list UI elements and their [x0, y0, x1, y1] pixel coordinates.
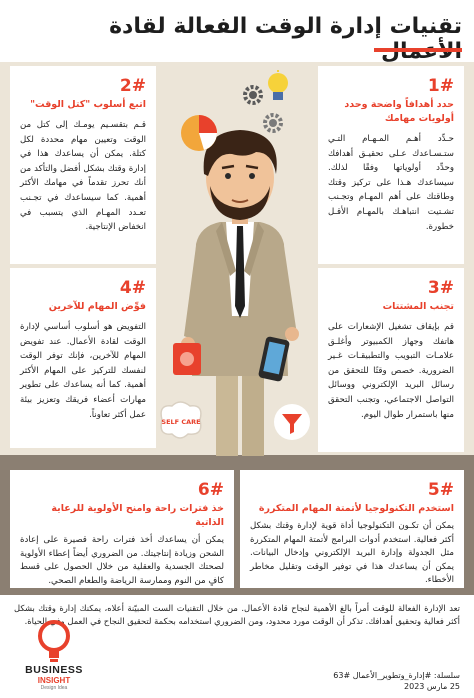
tip-body: يمكن أن تكـون التكنولوجيا أداة قوية لإدارة وقتك بشكل أكثر فعالية. استخدم أدوات البرامج لأتمتة المهام المتكررة مثل الجدولة وإدارة البريد الإلكتروني وإدخال البيانات. يمكن أن يساعدك هذا في توفير الوقت وتقليل مخاطر الأخطاء.: [250, 521, 454, 585]
gear-icon: [242, 84, 264, 106]
flower-box-icon: [172, 342, 202, 376]
title-underline: [374, 48, 462, 52]
tip-body: قم بإيقاف تشغيل الإشعارات على هاتفك وجهاز الكمبيوتر وأغلـق علامـات التبويب والتطبيقـات غـير الضرورية. خصص وقتًا للتحقق من رسائل البريد الإلكتروني ووسائل التواصل الاجتماعي، وتجنب التحقق منها باستمرار طوال اليوم.: [328, 322, 454, 420]
tip-number: 1#: [427, 76, 454, 96]
tip-number: 6#: [197, 480, 224, 500]
tip-card-2: [10, 66, 156, 264]
tip-heading: خذ فترات راحة وامنح الأولوية للرعاية الذاتية: [51, 503, 224, 528]
self-care-label: SELF CARE: [161, 418, 201, 426]
gear-icon-small: [262, 112, 284, 134]
tip-heading: تجنب المشتتات: [382, 301, 454, 312]
tip-number: 5#: [427, 480, 454, 500]
pie-chart-icon: [178, 112, 220, 154]
tip-heading: حدد أهدافاً واضحة وحدد أولويات مهامك: [344, 99, 454, 124]
tip-number: 4#: [119, 278, 146, 298]
tip-heading: اتبع أسلوب "كتل الوقت": [30, 99, 146, 110]
series-label: [260, 670, 460, 692]
tip-card-1: [318, 66, 464, 264]
brand-logo: [14, 620, 94, 694]
logo-tagline-text: Design Idea: [40, 685, 68, 691]
self-care-icon: [158, 400, 204, 440]
tip-card-6: [10, 470, 234, 588]
publish-date: 25 مارس 2023: [404, 682, 460, 691]
footer-summary: تعد الإدارة الفعالة للوقت أمراً بالغ الأهمية لنجاح قادة الأعمال. من خلال التقنيات الست المبيّنة أعلاه، يمكنك إدارة وقتك بشكل أكثر فعالية وتحقيق أهدافك. تذكر أن الوقت مورد محدود، ومن الضروري استخدامه بحكمة لتحقيق النجاح في العمل وفي الحياة.: [14, 603, 460, 626]
tip-card-3: [318, 268, 464, 452]
tip-body: يمكن أن يساعدك أخذ فترات راحة قصيرة على إعادة الشحن وزيادة إنتاجيتك. من الضروري أيضاً إعطاء الأولوية لصحتك الجسدية والعقلية من خلال الحصول على قسط كافٍ من النوم وممارسة الرياضة والطعام الصحي.: [20, 535, 224, 586]
automation-icon: [272, 402, 312, 442]
tip-body: التفويض هو أسلوب أساسي لإدارة الوقت لقادة الأعمال. عند تفويض المهام للآخرين، فإنك توفر الوقت لنفسك للتركيز على المهام الأكثر أهمية. كما أنه يساعدك على تطوير مهارات أعضاء فريقك وتعزيز بيئة عمل أكثر تعاوناً.: [20, 322, 146, 420]
tip-card-4: [10, 268, 156, 448]
page-title: تقنيات إدارة الوقت الفعالة لقادة: [109, 14, 462, 39]
title-bar: [0, 0, 474, 62]
tip-heading: فوِّض المهام للآخرين: [48, 301, 146, 312]
lightbulb-icon: [264, 70, 292, 106]
series-text: سلسلة: #إدارة_وتطوير_الأعمال #63: [333, 671, 460, 680]
tip-number: 3#: [427, 278, 454, 298]
tip-body: قـم بتقسـيم يومـك إلى كتل من الوقت وتعيين مهام محددة لكل كتلة. يمكن أن يساعدك هذا في إدارة وقتك بشكل أفضل والتأكد من أنك تحرز تقدماً في مهامك الأكثر أهمية. كما سيساعدك في تجـنب تعـدد المهـام الذي يتسبب في انخفاض الإنتاجية.: [20, 120, 146, 233]
tip-card-5: [240, 470, 464, 588]
logo-business-text: BUSINESS: [25, 664, 83, 676]
tip-heading: استخدم التكنولوجيا لأتمتة المهام المتكررة: [258, 503, 454, 514]
tip-body: حـدِّد أهـم المـهـام التـي ستـسـاعدك عـلى تحقيـق أهدافك وحدِّد أولوياتها وفقًا لذلك. سيساعدك هـذا على تركيز وقتك وطاقتك على أهم المهـام وتجـنب تشـتيت انتباهـك بالمهـام الأقـل خطورة.: [328, 134, 454, 232]
phone-icon: [258, 336, 292, 382]
lightbulb-logo-icon: [14, 620, 94, 664]
logo-insight-text: INSIGHT: [37, 676, 71, 685]
tip-number: 2#: [119, 76, 146, 96]
